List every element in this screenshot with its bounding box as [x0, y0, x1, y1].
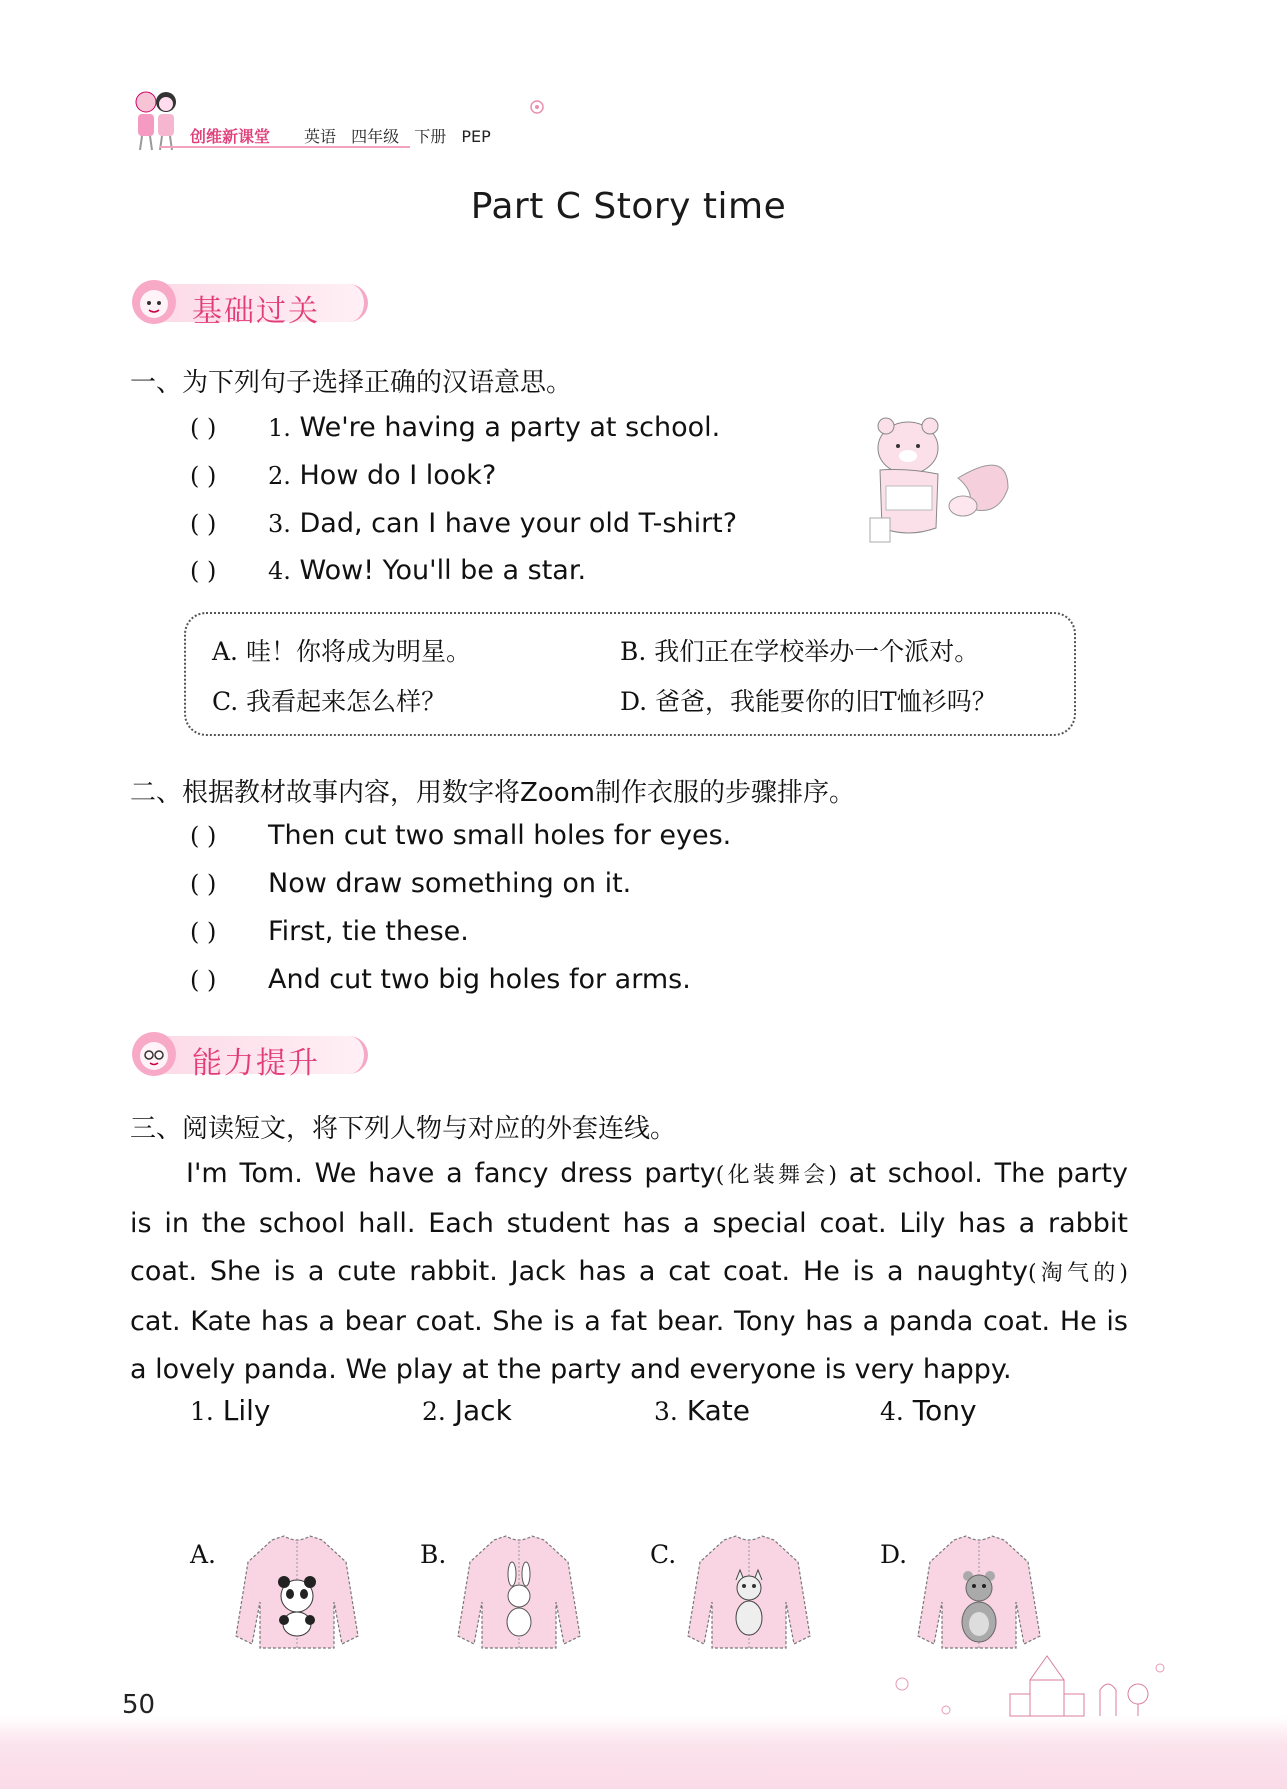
- item-number: 4.: [268, 557, 291, 585]
- item-text: First, tie these.: [268, 916, 469, 947]
- passage-text: I'm Tom. We have a fancy dress party: [186, 1158, 716, 1189]
- header-grade: 四年级: [351, 127, 400, 146]
- q2-item: [190, 964, 691, 995]
- q2-item: [190, 916, 469, 947]
- item-number: 2.: [268, 462, 291, 490]
- answer-blank[interactable]: ( ): [190, 414, 217, 442]
- person-kate[interactable]: [654, 1394, 750, 1427]
- person-tony[interactable]: [880, 1394, 977, 1427]
- passage-gloss: (淘气的): [1027, 1261, 1128, 1286]
- answer-blank[interactable]: ( ): [190, 966, 217, 994]
- passage-line: [130, 1248, 1128, 1298]
- coat-label-b: B.: [420, 1540, 447, 1569]
- option-b: B. 我们正在学校举办一个派对。: [620, 637, 980, 666]
- page-number: 50: [122, 1690, 156, 1720]
- q1-item: [190, 555, 586, 586]
- passage-line: cat. Kate has a bear coat. She is a fat bear. Tony has a panda coat. He is: [130, 1306, 1128, 1337]
- section-banner-advanced: [130, 1030, 370, 1080]
- answer-blank[interactable]: ( ): [190, 822, 217, 850]
- bear-squirrel-illustration: [858, 408, 1018, 548]
- option-a: A. 哇！你将成为明星。: [212, 637, 471, 666]
- person-number: 2.: [422, 1397, 446, 1426]
- q2-instruction: 二、根据教材故事内容，用数字将Zoom制作衣服的步骤排序。: [130, 778, 855, 808]
- passage-text: at school. The party: [836, 1158, 1128, 1189]
- page-title: Part C Story time: [470, 186, 787, 227]
- person-name: Jack: [454, 1394, 512, 1427]
- header-underline: [160, 146, 410, 148]
- reading-passage: [130, 1150, 1128, 1394]
- q1-item: [190, 460, 496, 491]
- item-text: How do I look?: [299, 460, 497, 491]
- q1-item: [190, 508, 737, 539]
- item-text: And cut two big holes for arms.: [268, 964, 691, 995]
- q1-item: [190, 412, 720, 443]
- item-number: 1.: [268, 414, 291, 442]
- person-name: Kate: [686, 1394, 750, 1427]
- section-banner-basic: [130, 278, 370, 328]
- person-name: Tony: [912, 1394, 977, 1427]
- flower-icon: [528, 98, 546, 116]
- answer-blank[interactable]: ( ): [190, 918, 217, 946]
- header-volume: 下册: [414, 127, 447, 146]
- passage-line: is in the school hall. Each student has a special coat. Lily has a rabbit: [130, 1208, 1128, 1239]
- header-meta: [304, 124, 501, 147]
- coat-bear-icon[interactable]: [916, 1532, 1042, 1652]
- person-number: 4.: [880, 1397, 904, 1426]
- coat-label-c: C.: [650, 1540, 677, 1569]
- passage-gloss: (化装舞会): [715, 1163, 837, 1188]
- person-jack[interactable]: [422, 1394, 512, 1427]
- header-girls-illustration: [126, 88, 186, 152]
- coat-rabbit-icon[interactable]: [456, 1532, 582, 1652]
- header-brand: 创维新课堂: [190, 127, 271, 146]
- passage-text: coat. She is a cute rabbit. Jack has a cat coat. He is a naughty: [130, 1256, 1028, 1287]
- q2-item: [190, 868, 631, 899]
- item-text: Now draw something on it.: [268, 868, 632, 899]
- castle-decoration: [880, 1650, 1170, 1720]
- passage-line: a lovely panda. We play at the party and everyone is very happy.: [130, 1354, 1012, 1385]
- section-banner-label: 基础过关: [192, 294, 320, 329]
- person-number: 3.: [654, 1397, 678, 1426]
- q3-instruction: 三、阅读短文，将下列人物与对应的外套连线。: [130, 1114, 677, 1144]
- item-text: We're having a party at school.: [299, 412, 721, 443]
- person-number: 1.: [190, 1397, 214, 1426]
- option-d: D. 爸爸，我能要你的旧T恤衫吗？: [620, 687, 997, 716]
- person-name: Lily: [222, 1394, 271, 1427]
- boy-face-icon: [130, 1030, 178, 1078]
- coat-cat-icon[interactable]: [686, 1532, 812, 1652]
- item-number: 3.: [268, 510, 291, 538]
- footer-band: [0, 1716, 1287, 1789]
- girl-face-icon: [130, 278, 178, 326]
- item-text: Wow! You'll be a star.: [299, 555, 587, 586]
- header-edition: PEP: [461, 127, 491, 146]
- coat-panda-icon[interactable]: [234, 1532, 360, 1652]
- answer-blank[interactable]: ( ): [190, 510, 217, 538]
- coat-label-d: D.: [880, 1540, 908, 1569]
- answer-blank[interactable]: ( ): [190, 557, 217, 585]
- option-c: C. 我看起来怎么样？: [212, 687, 447, 716]
- answer-blank[interactable]: ( ): [190, 462, 217, 490]
- q2-item: [190, 820, 731, 851]
- q1-instruction: 一、为下列句子选择正确的汉语意思。: [130, 368, 573, 398]
- coat-label-a: A.: [190, 1540, 217, 1569]
- item-text: Then cut two small holes for eyes.: [268, 820, 732, 851]
- item-text: Dad, can I have your old T-shirt?: [299, 508, 738, 539]
- section-banner-label: 能力提升: [192, 1046, 320, 1081]
- answer-blank[interactable]: ( ): [190, 870, 217, 898]
- passage-line: [130, 1150, 1128, 1200]
- person-lily[interactable]: [190, 1394, 271, 1427]
- header-subject: 英语: [304, 127, 337, 146]
